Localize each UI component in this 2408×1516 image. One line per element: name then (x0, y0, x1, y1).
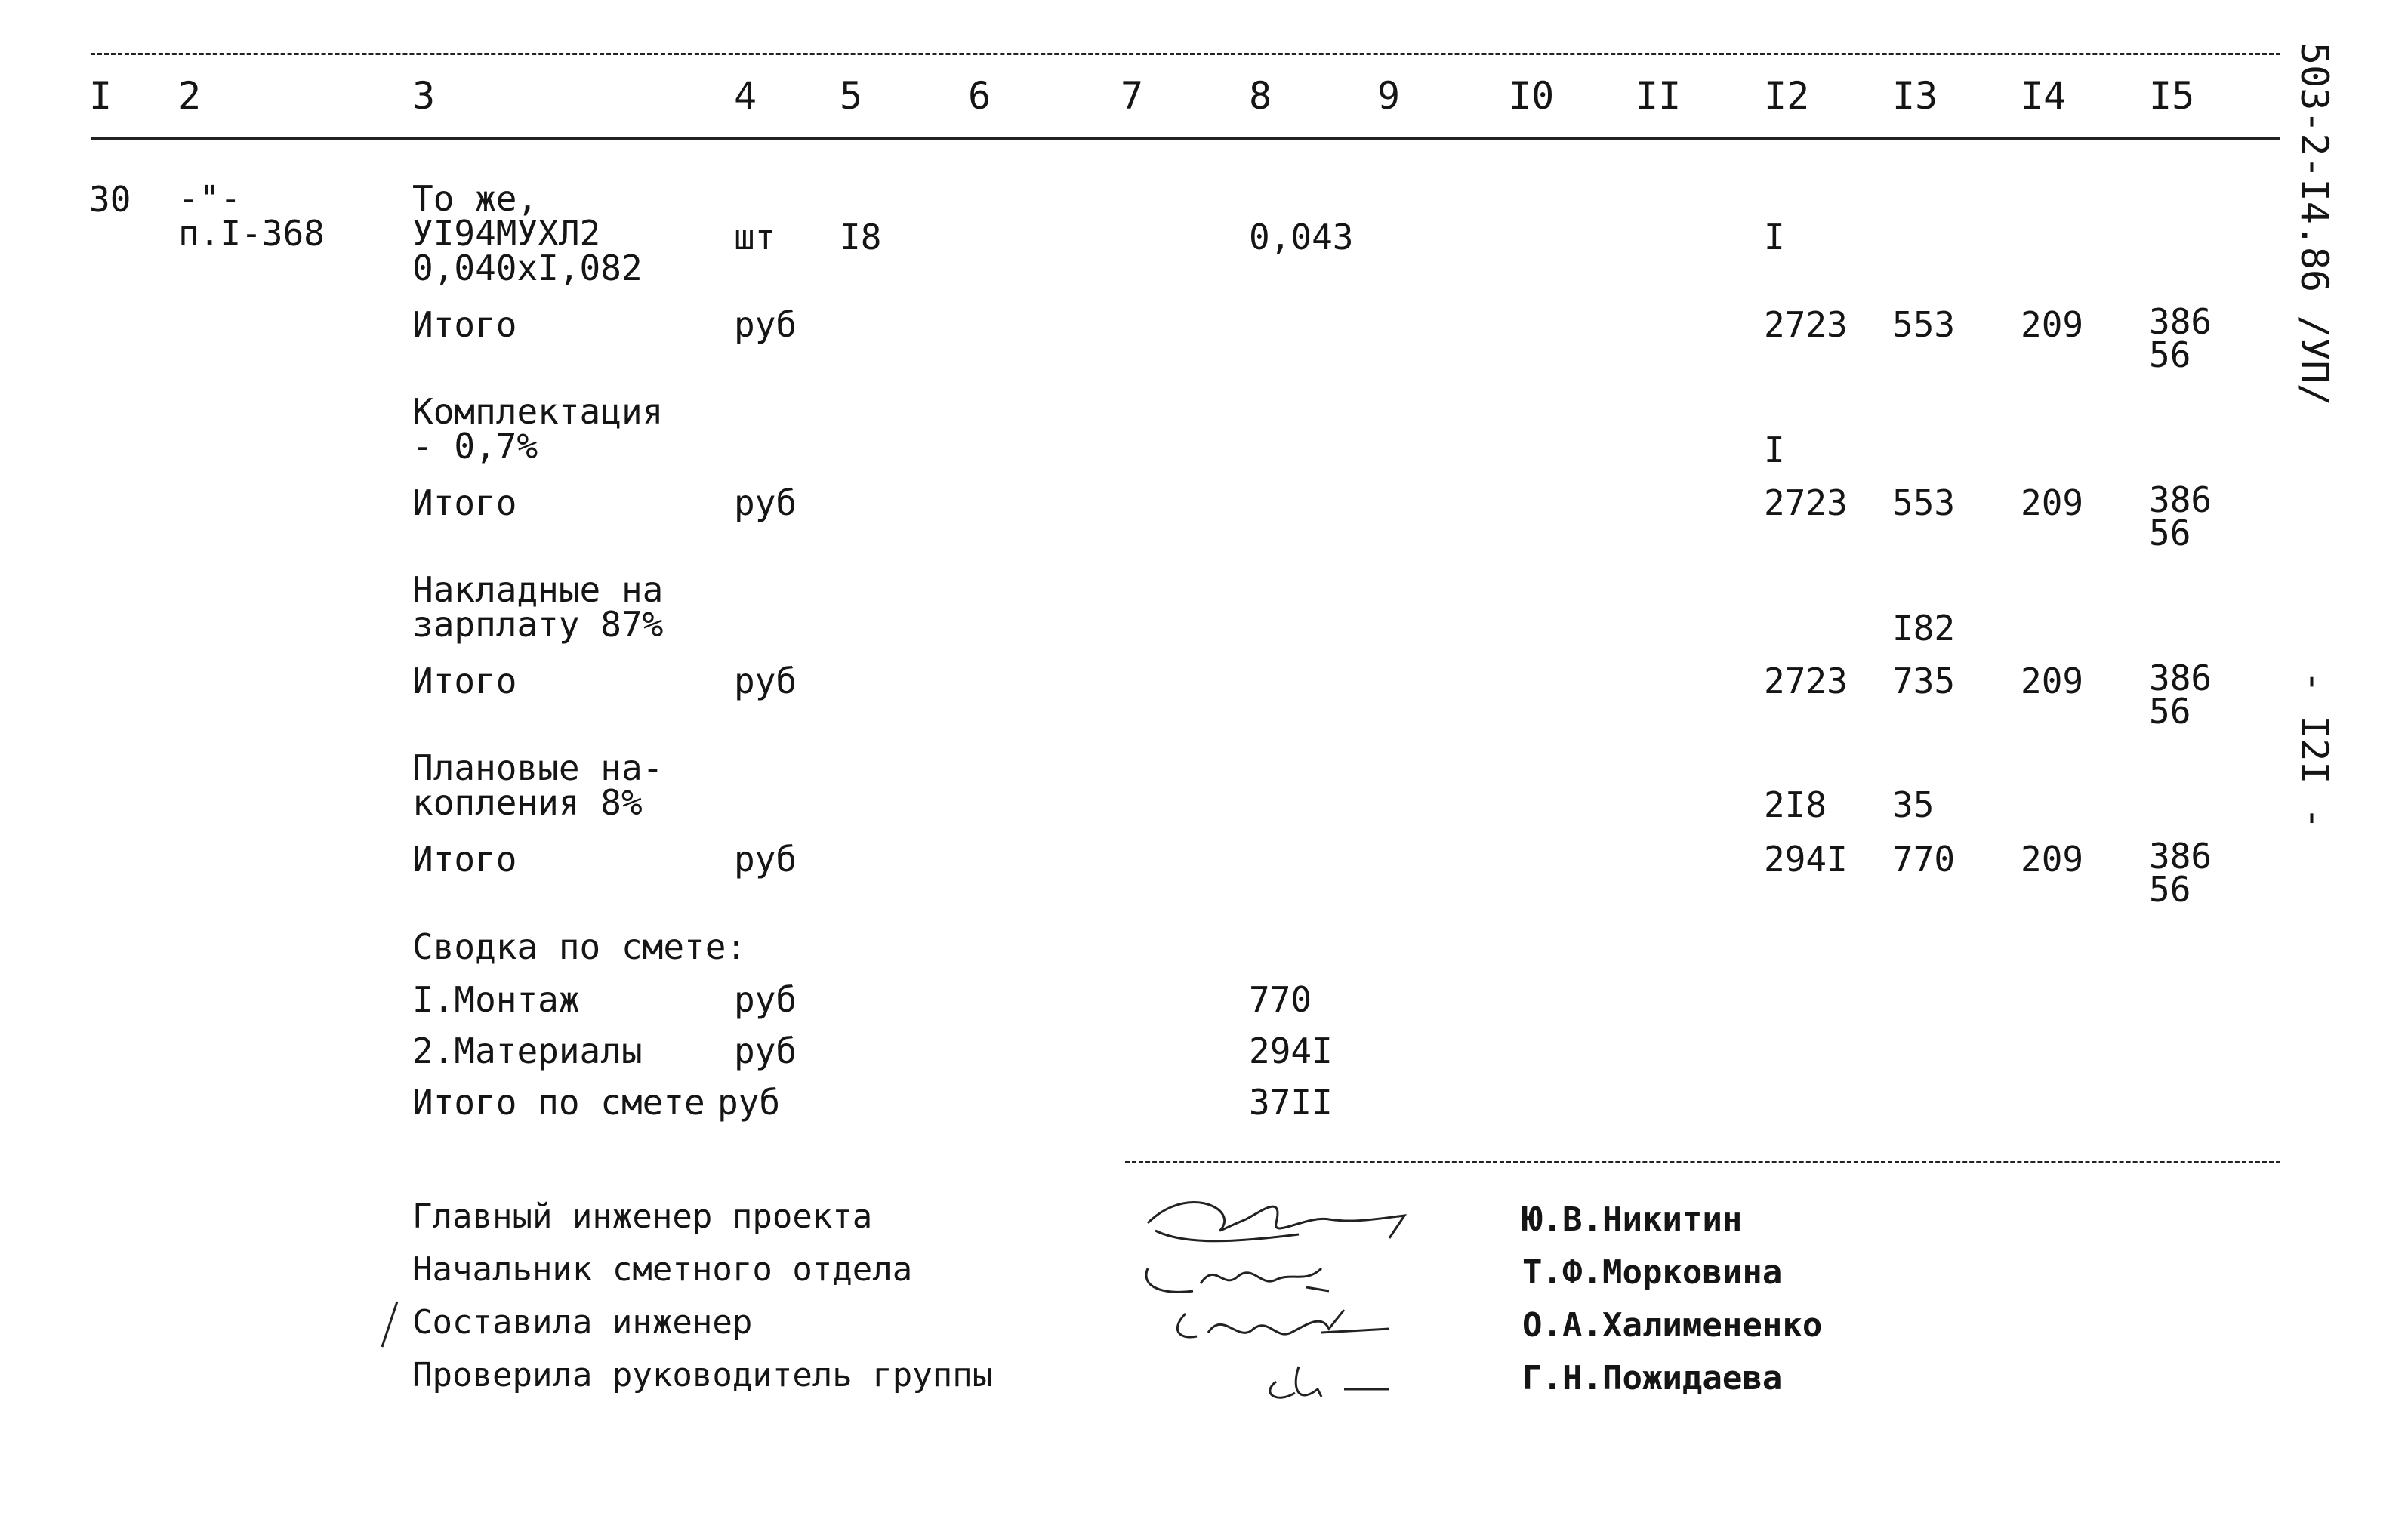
row-col14: 209 (2021, 304, 2084, 345)
column-header-8: 8 (1249, 74, 1272, 118)
row-unit: руб (734, 482, 797, 523)
row-col15: 386 56 (2149, 479, 2212, 553)
item-weight: 0,043 (1249, 217, 1354, 257)
row-unit: руб (734, 304, 797, 345)
row-col12: 2I8 (1764, 784, 1827, 825)
column-header-10: I0 (1509, 74, 1555, 118)
summary-item-value: 770 (1249, 979, 1312, 1020)
column-header-11: II (1636, 74, 1682, 118)
summary-item-value: 294I (1249, 1031, 1333, 1071)
column-header-1: I (89, 74, 113, 118)
summary-item-value: 37II (1249, 1082, 1333, 1123)
column-header-13: I3 (1892, 74, 1938, 118)
row-label: Итого (412, 839, 517, 880)
row-label: Накладные на зарплату 87% (412, 569, 664, 645)
row-col13: 553 (1892, 482, 1956, 523)
summary-item-unit: руб (717, 1082, 781, 1123)
item-reference: -"- п.I-368 (178, 178, 325, 254)
row-col12: 294I (1764, 839, 1848, 880)
row-unit: руб (734, 839, 797, 880)
row-col13: 770 (1892, 839, 1956, 880)
column-header-9: 9 (1377, 74, 1401, 118)
row-col14: 209 (2021, 661, 2084, 701)
row-col15: 386 56 (2149, 658, 2212, 732)
signature-role: Главный инженер проекта (412, 1197, 873, 1236)
column-header-12: I2 (1764, 74, 1810, 118)
signature-role: Начальник сметного отдела (412, 1250, 913, 1289)
summary-item-unit: руб (734, 1031, 797, 1071)
summary-item-label: Итого по смете (412, 1082, 705, 1123)
row-col12: 2723 (1764, 304, 1848, 345)
column-header-14: I4 (2021, 74, 2067, 118)
row-label: Плановые на- копления 8% (412, 747, 664, 823)
row-col14: 209 (2021, 482, 2084, 523)
row-col13: 553 (1892, 304, 1956, 345)
signature-name: О.А.Халимененко (1522, 1306, 1823, 1345)
row-col13: I82 (1892, 608, 1956, 649)
document-code: 503-2-I4.86 /УП/ (2292, 42, 2336, 406)
column-header-5: 5 (840, 74, 863, 118)
summary-item-label: 2.Материалы (412, 1031, 643, 1071)
row-label: Комплектация - 0,7% (412, 391, 664, 467)
page-number: - I2I - (2292, 670, 2336, 830)
row-col15: 386 56 (2149, 301, 2212, 375)
header-bottom-rule (91, 137, 2280, 140)
summary-item-unit: руб (734, 979, 797, 1020)
row-label: Итого (412, 661, 517, 701)
row-col12: I (1764, 430, 1785, 470)
column-header-7: 7 (1121, 74, 1144, 118)
row-col12: 2723 (1764, 661, 1848, 701)
item-unit: шт (734, 217, 776, 257)
column-header-6: 6 (968, 74, 991, 118)
item-col12: I (1764, 217, 1785, 257)
item-quantity: I8 (840, 217, 882, 257)
handwritten-signature-2 (1133, 1246, 1359, 1306)
summary-title: Сводка по смете: (412, 926, 748, 967)
row-label: Итого (412, 482, 517, 523)
signature-separator-rule (1125, 1161, 2280, 1163)
signature-role: Составила инженер (412, 1303, 753, 1342)
row-col13: 35 (1892, 784, 1935, 825)
summary-item-label: I.Монтаж (412, 979, 580, 1020)
handwritten-signature-3 (1163, 1299, 1404, 1359)
handwritten-signature-4 (1246, 1351, 1427, 1412)
row-col12: 2723 (1764, 482, 1848, 523)
signature-role: Проверила руководитель группы (412, 1356, 993, 1394)
row-col13: 735 (1892, 661, 1956, 701)
row-col14: 209 (2021, 839, 2084, 880)
signature-name: Ю.В.Никитин (1522, 1200, 1743, 1239)
header-top-rule (91, 53, 2280, 55)
signature-name: Т.Ф.Морковина (1522, 1253, 1783, 1292)
column-header-2: 2 (178, 74, 202, 118)
column-header-3: 3 (412, 74, 436, 118)
row-col15: 386 56 (2149, 836, 2212, 910)
item-number: 30 (89, 179, 131, 220)
column-header-4: 4 (734, 74, 757, 118)
row-label: Итого (412, 304, 517, 345)
item-name: То же, УI94МУХЛ2 0,040хI,082 (412, 178, 643, 288)
signature-name: Г.Н.Пожидаева (1522, 1359, 1783, 1397)
margin-tick-mark (378, 1299, 400, 1351)
column-header-15: I5 (2149, 74, 2195, 118)
row-unit: руб (734, 661, 797, 701)
